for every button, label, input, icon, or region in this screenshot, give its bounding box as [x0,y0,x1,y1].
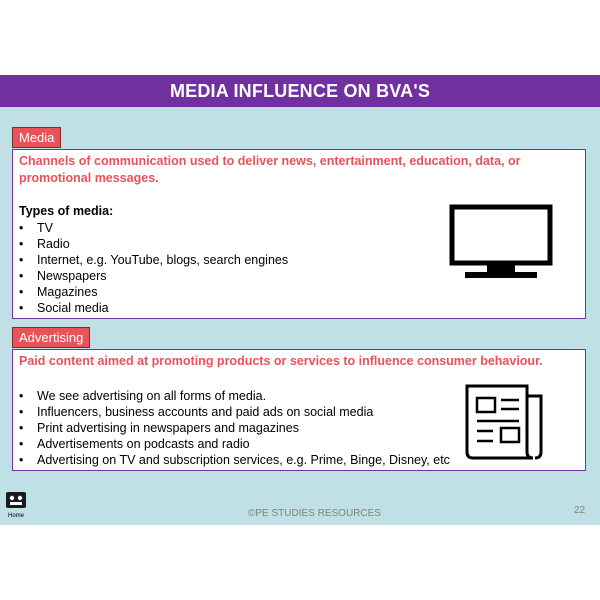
copyright-text: ©PE STUDIES RESOURCES [248,508,381,519]
slide [0,75,600,525]
media-tag: Media [12,127,61,148]
list-item: • Influencers, business accounts and paid ads on social media [19,404,450,420]
advertising-definition: Paid content aimed at promoting products or services to influence consumer behaviour. [19,354,543,368]
media-box [12,149,586,319]
home-button[interactable] [6,492,26,519]
list-item: • Radio [19,236,288,252]
list-item: • Print advertising in newspapers and magazines [19,420,450,436]
media-list [19,220,288,316]
list-item: • Advertising on TV and subscription services, e.g. Prime, Binge, Disney, etc [19,452,450,468]
media-definition: Channels of communication used to deliver news, entertainment, education, data, or promotional messages. [19,154,521,185]
slide-title: MEDIA INFLUENCE ON BVA'S [0,75,600,107]
list-item: • We see advertising on all forms of media. [19,388,450,404]
list-item: • TV [19,220,288,236]
list-item: • Advertisements on podcasts and radio [19,436,450,452]
home-icon [6,492,26,508]
advertising-tag: Advertising [12,327,90,348]
page-number: 22 [574,505,586,516]
types-of-media-title: Types of media: [19,204,114,218]
newspaper-icon [463,382,547,462]
list-item: • Internet, e.g. YouTube, blogs, search engines [19,252,288,268]
tv-icon [449,204,553,284]
list-item: • Newspapers [19,268,288,284]
home-label: Home [7,513,24,519]
advertising-list [19,388,450,468]
list-item: • Magazines [19,284,288,300]
list-item: • Social media [19,300,288,316]
advertising-box [12,349,586,471]
